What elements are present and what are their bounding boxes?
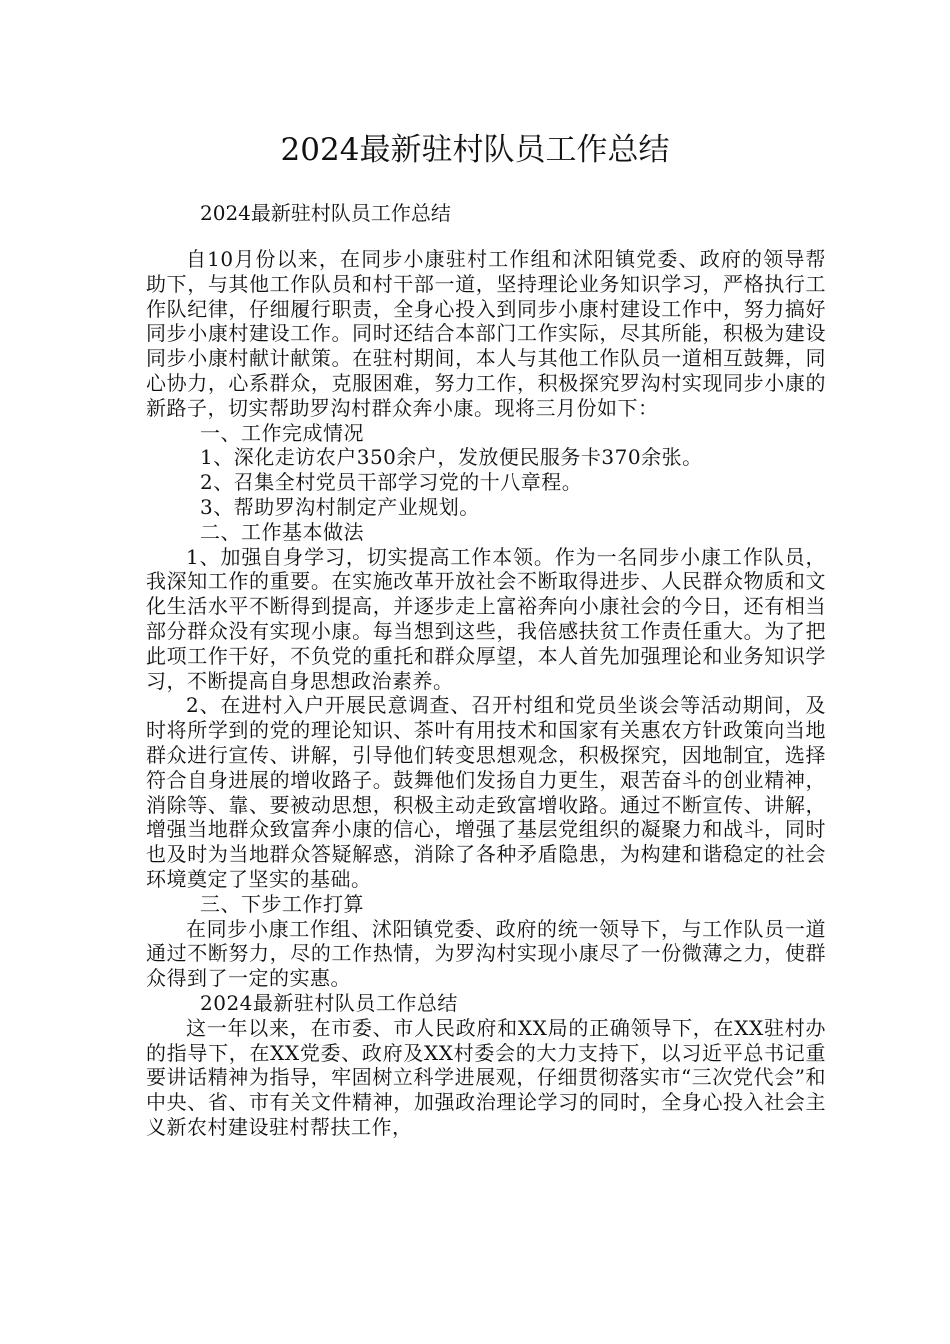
paragraph-practice-2: 2、在进村入户开展民意调查、召开村组和党员坐谈会等活动期间，及时将所学到的党的理论知识、茶叶有用技术和国家有关惠农方针政策向当地群众进行宣传、讲解，引导他们转变思想观念，积极探究，因地制宜，选择符合自身进展的增收路子。鼓舞他们发扬自力更生，艰苦奋斗的创业精神，消除等、靠、要被动思想，积极主动走致富增收路。通过不断宣传、讲解，增强当地群众致富奔小康的信心，增强了基层党组织的凝聚力和战斗，同时也及时为当地群众答疑解惑，消除了各种矛盾隐患，为构建和谐稳定的社会环境奠定了坚实的基础。 <box>146 693 826 891</box>
section-heading-3: 三、下步工作打算 <box>200 891 364 916</box>
section-heading-2: 二、工作基本做法 <box>200 519 364 544</box>
section-heading-1: 一、工作完成情况 <box>200 420 364 445</box>
list-item-2: 2、召集全村党员干部学习党的十八章程。 <box>200 470 583 495</box>
document-subtitle: 2024最新驻村队员工作总结 <box>200 201 451 225</box>
document-body <box>146 247 826 1140</box>
paragraph-plan: 在同步小康工作组、沭阳镇党委、政府的统一领导下，与工作队员一道通过不断努力，尽的工作热情，为罗沟村实现小康尽了一份微薄之力，使群众得到了一定的实惠。 <box>146 916 826 991</box>
paragraph-intro: 自10月份以来，在同步小康驻村工作组和沭阳镇党委、政府的领导帮助下，与其他工作队员和村干部一道，坚持理论业务知识学习，严格执行工作队纪律，仔细履行职责，全身心投入到同步小康村建设工作中，努力搞好同步小康村建设工作。同时还结合本部门工作实际，尽其所能，积极为建设同步小康村献计献策。在驻村期间，本人与其他工作队员一道相互鼓舞，同心协力，心系群众，克服困难，努力工作，积极探究罗沟村实现同步小康的新路子，切实帮助罗沟村群众奔小康。现将三月份如下： <box>146 247 826 420</box>
second-summary-heading: 2024最新驻村队员工作总结 <box>200 990 458 1015</box>
paragraph-practice-1: 1、加强自身学习，切实提高工作本领。作为一名同步小康工作队员，我深知工作的重要。在实施改革开放社会不断取得进步、人民群众物质和文化生活水平不断得到提高，并逐步走上富裕奔向小康社会的今日，还有相当部分群众没有实现小康。每当想到这些，我倍感扶贫工作责任重大。为了把此项工作干好，不负党的重托和群众厚望，本人首先加强理论和业务知识学习，不断提高自身思想政治素养。 <box>146 544 826 693</box>
list-item-1: 1、深化走访农户350余户，发放便民服务卡370余张。 <box>200 445 703 470</box>
document-title: 2024最新驻村队员工作总结 <box>280 132 670 168</box>
paragraph-second-intro: 这一年以来，在市委、市人民政府和XX局的正确领导下，在XX驻村办的指导下，在XX党委、政府及XX村委会的大力支持下，以习近平总书记重要讲话精神为指导，牢固树立科学进展观，仔细贯彻落实市“三次党代会”和中央、省、市有关文件精神，加强政治理论学习的同时，全身心投入社会主义新农村建设驻村帮扶工作， <box>146 1015 826 1139</box>
list-item-3: 3、帮助罗沟村制定产业规划。 <box>200 494 480 519</box>
